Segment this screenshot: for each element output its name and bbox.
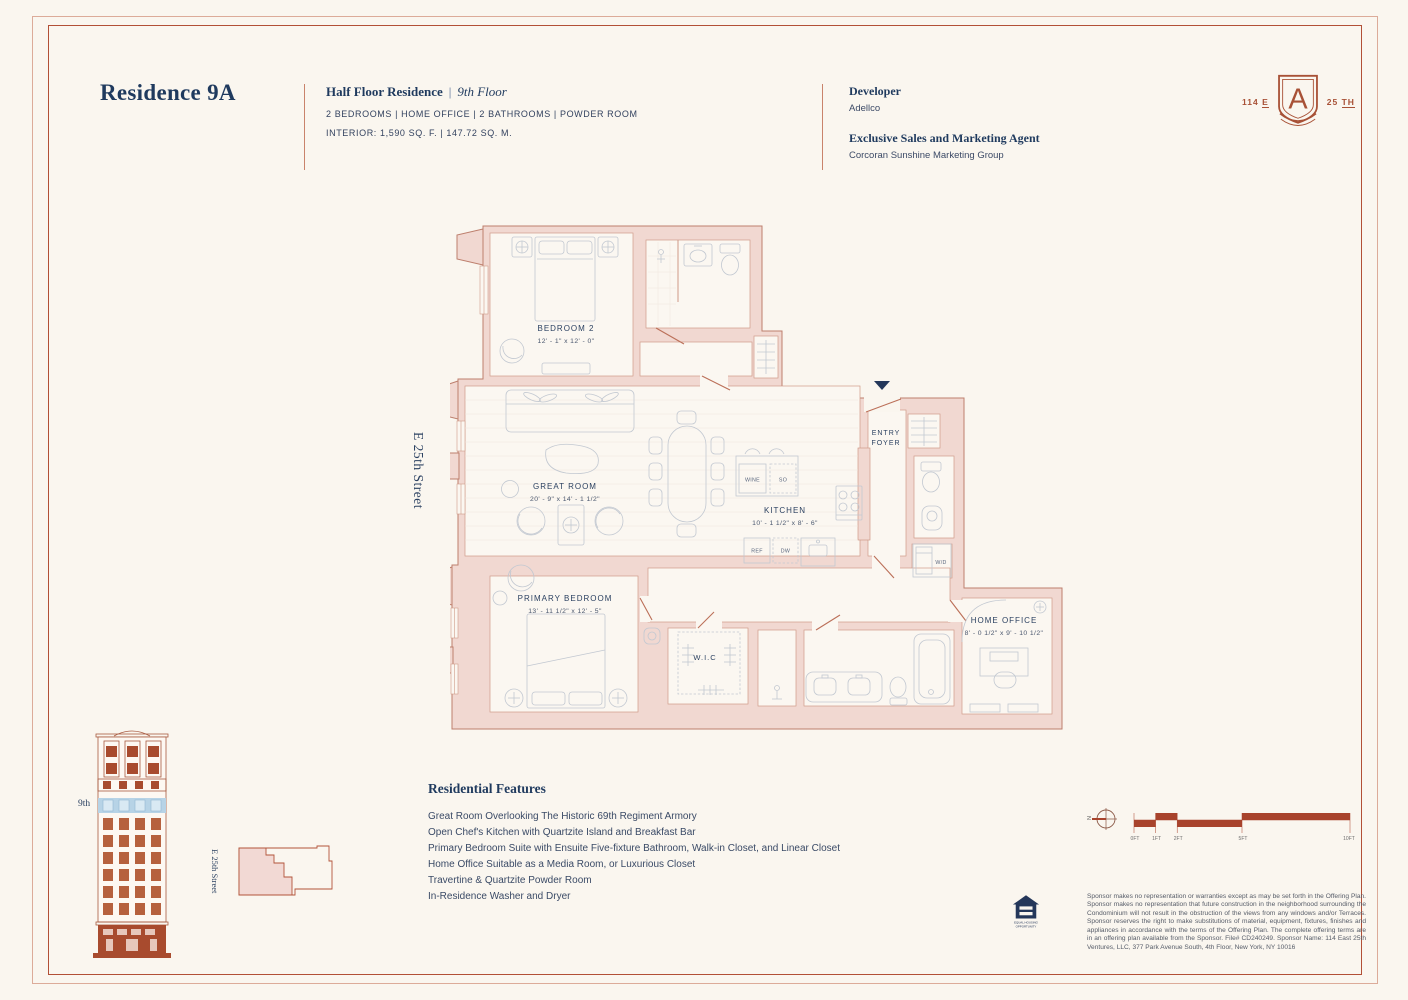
feature-item: In-Residence Washer and Dryer xyxy=(428,891,571,902)
svg-text:0FT: 0FT xyxy=(1130,836,1140,842)
interior-area-line: INTERIOR: 1,590 SQ. F. | 147.72 SQ. M. xyxy=(326,128,513,138)
svg-text:WINE: WINE xyxy=(744,477,761,484)
primary-bedroom-label: PRIMARY BEDROOM xyxy=(517,594,613,603)
header-divider-2 xyxy=(822,84,823,170)
svg-text:EQUAL HOUSING: EQUAL HOUSING xyxy=(1014,920,1038,925)
agent-name: Corcoran Sunshine Marketing Group xyxy=(849,150,1004,161)
svg-text:DW: DW xyxy=(780,548,791,555)
wic-label: W.I.C xyxy=(693,653,717,662)
building-elevation xyxy=(93,726,171,958)
plan-street-label: E 25th Street xyxy=(411,432,426,509)
svg-text:REF: REF xyxy=(751,548,763,555)
entry-label: ENTRY xyxy=(871,430,901,437)
kitchen-dims: 10' - 1 1/2" x 8' - 6" xyxy=(752,520,818,527)
pipe-separator: | xyxy=(448,84,452,99)
logo-shield-icon xyxy=(1276,74,1320,130)
great-room-label: GREAT ROOM xyxy=(533,482,597,491)
credits-block xyxy=(849,84,1040,161)
features-heading: Residential Features xyxy=(428,781,546,796)
feature-item: Home Office Suitable as a Media Room, or Luxurious Closet xyxy=(428,859,696,870)
developer-name: Adellco xyxy=(849,103,881,114)
room-specs-line: 2 BEDROOMS | HOME OFFICE | 2 BATHROOMS | POWDER ROOM xyxy=(326,109,638,119)
foyer-label: FOYER xyxy=(871,440,901,447)
svg-text:5FT: 5FT xyxy=(1238,836,1248,842)
agent-label: Exclusive Sales and Marketing Agent xyxy=(849,131,1040,145)
kitchen-label: KITCHEN xyxy=(763,506,807,515)
logo-address-left: 114 E xyxy=(1242,97,1269,107)
residence-type: Half Floor Residence xyxy=(326,84,443,99)
floor-plan xyxy=(450,223,1065,733)
logo-address-right: 25 TH xyxy=(1326,97,1355,107)
keyplan-street-label: E 25th Street xyxy=(210,849,220,894)
bedroom2-label: BEDROOM 2 xyxy=(537,324,595,333)
kitchen-range-wall xyxy=(858,448,870,540)
svg-text:SO: SO xyxy=(778,477,788,484)
feature-item: Primary Bedroom Suite with Ensuite Five-fixture Bathroom, Walk-in Closet, and Linear Closet xyxy=(428,843,841,854)
svg-text:N: N xyxy=(1087,816,1093,820)
feature-item: Great Room Overlooking The Historic 69th Regiment Armory xyxy=(428,811,697,822)
developer-label: Developer xyxy=(849,84,901,98)
home-office-dims: 8' - 0 1/2" x 9' - 10 1/2" xyxy=(964,630,1044,637)
floor-number: 9th Floor xyxy=(457,84,507,99)
svg-text:OPPORTUNITY: OPPORTUNITY xyxy=(1015,924,1037,929)
svg-text:W/D: W/D xyxy=(935,560,947,566)
residence-summary xyxy=(326,84,638,138)
great-room-dims: 20' - 9" x 14' - 1 1/2" xyxy=(530,496,600,503)
feature-item: Travertine & Quartzite Powder Room xyxy=(428,875,592,886)
page-title: Residence 9A xyxy=(100,80,236,105)
residence-footprint-highlight xyxy=(239,848,292,895)
keyplan xyxy=(238,845,334,897)
features-list xyxy=(428,809,840,905)
svg-text:2FT: 2FT xyxy=(1173,836,1183,842)
svg-text:A: A xyxy=(1288,83,1308,116)
legal-disclaimer: Sponsor makes no representation or warranties except as may be set forth in the Offering Plan. Sponsor makes no representation that future construction in the neighborhood surrounding the Condominium will not result in the obstruction of the views from any windows and/or Terraces. Sponsor reserves the right to make substitutions of material, equipment, fixtures, finishes and appliances in accordance with the terms of the Offering Plan. The complete offering terms are in an offering plan available from the Sponsor. File# CD240249. Sponsor Name: 114 East 25th Ventures, LLC, 377 Park Avenue South, 4th Floor, New York, NY 10016 xyxy=(1087,893,1366,951)
primary-bedroom-dims: 13' - 11 1/2" x 12' - 5" xyxy=(528,608,602,615)
building-logo xyxy=(1242,74,1355,130)
ninth-floor-label: 9th xyxy=(78,799,91,809)
compass-icon xyxy=(1084,805,1122,833)
home-office-label: HOME OFFICE xyxy=(970,616,1038,625)
bedroom2-dims: 12' - 1" x 12' - 0" xyxy=(537,338,595,345)
equal-housing-icon xyxy=(1012,894,1040,930)
scale-bar xyxy=(1128,806,1360,844)
svg-text:10FT: 10FT xyxy=(1343,836,1355,842)
header-divider-1 xyxy=(304,84,305,170)
feature-item: Open Chef's Kitchen with Quartzite Island and Breakfast Bar xyxy=(428,827,696,838)
svg-text:1FT: 1FT xyxy=(1152,836,1162,842)
entry-arrow-icon xyxy=(874,381,890,390)
